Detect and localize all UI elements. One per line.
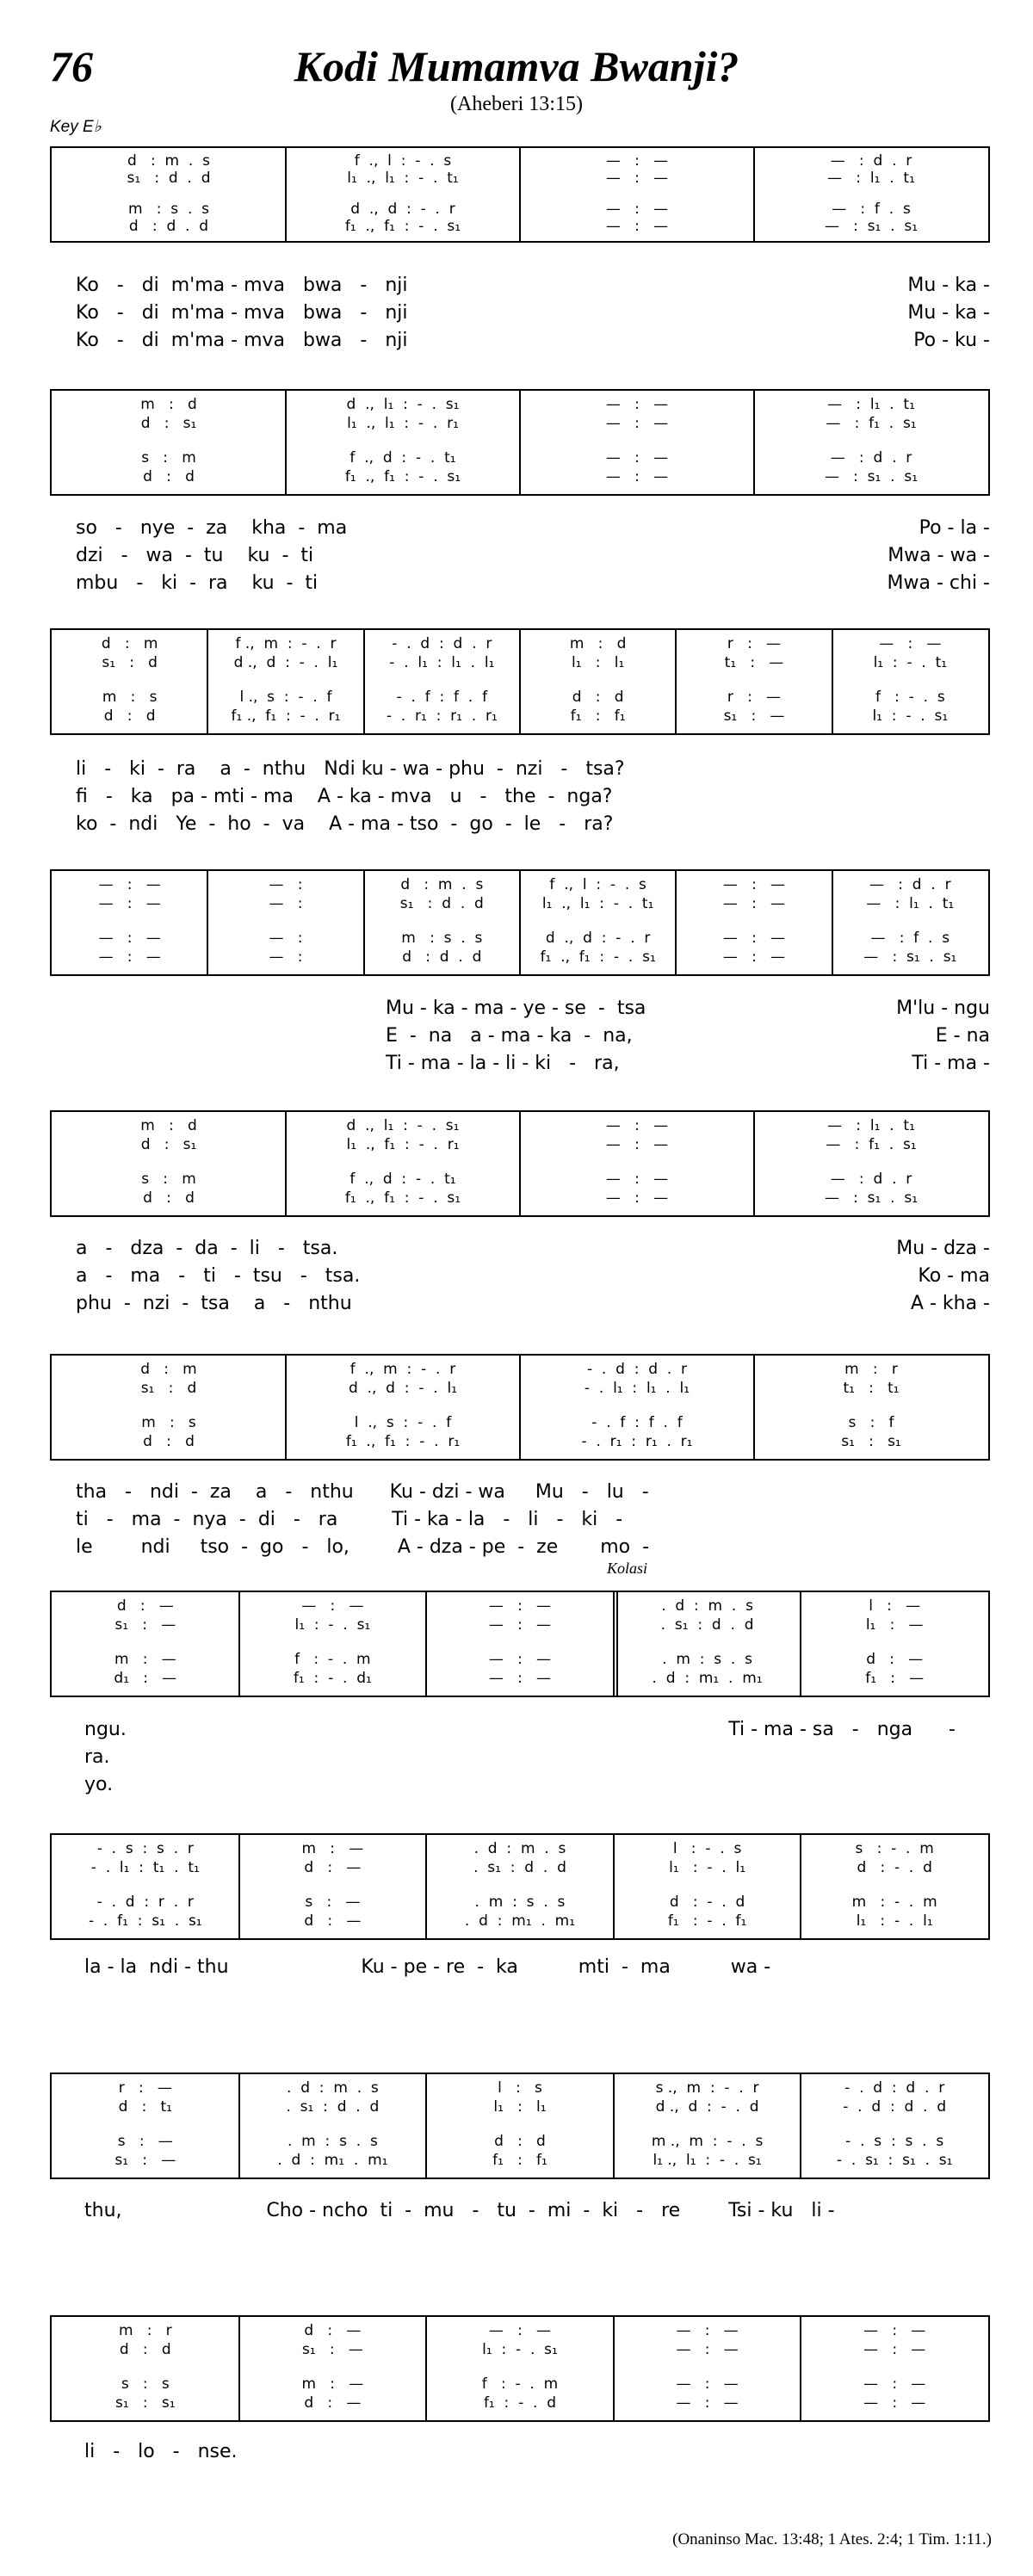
note-cell: d : d [572, 688, 624, 706]
lyric-line: mbu - ki - ra ku - ti [76, 572, 319, 594]
note-cell: l₁ ., l₁ : - . t₁ [541, 894, 654, 912]
note-cell: — : l₁ . t₁ [827, 1116, 915, 1134]
lyric-line: a - ma - ti - tsu - tsa. [76, 1265, 361, 1287]
lyric-line: ngu. [84, 1719, 127, 1740]
note-cell: d : m . s [127, 152, 210, 170]
hymn-number: 76 [50, 42, 93, 90]
lyric-line: Ti - ma - la - li - ki - ra, [386, 1053, 620, 1074]
note-cell: — : f₁ . s₁ [826, 1135, 917, 1153]
note-cell: f ., d : - . t₁ [349, 448, 456, 466]
note-cell: d ., d : - . l₁ [233, 653, 338, 671]
note-cell: d : — [304, 1858, 362, 1876]
note-cell: — : — [722, 929, 786, 947]
note-cell: f ., l : - . s [549, 875, 646, 893]
note-cell: . m : s . s [474, 1893, 566, 1911]
note-cell: — : — [676, 2394, 739, 2412]
note-cell: — : — [605, 152, 669, 170]
note-cell: — : — [863, 2340, 926, 2358]
note-cell: . d : m₁ . m₁ [464, 1912, 576, 1930]
note-cell: — : — [488, 1650, 552, 1668]
note-cell: s ., m : - . r [655, 2079, 759, 2097]
lyric-line: le ndi tso - go - lo, A - dza - pe - ze mo - [76, 1536, 650, 1558]
note-cell: f : - . s [875, 688, 945, 706]
note-cell: s₁ : d . d [127, 170, 211, 187]
note-cell: r : — [118, 2079, 172, 2097]
note-cell: s₁ : d . d [399, 894, 484, 912]
music-system [50, 2315, 990, 2422]
lyric-line-right: Po - ku - [913, 330, 990, 351]
note-cell: f₁ : - . d [483, 2394, 557, 2412]
note-cell: l₁ : - . s₁ [294, 1615, 371, 1634]
note-cell: s : m [141, 1170, 196, 1188]
note-cell: l : s [498, 2079, 542, 2097]
note-cell: — : l₁ . t₁ [866, 894, 955, 912]
lyric-line: la - la ndi - thu Ku - pe - re - ka mti - ma wa - [84, 1956, 771, 1978]
note-cell: — : — [676, 2321, 739, 2339]
note-cell: - . d : d . r [844, 2079, 945, 2097]
note-cell: l : — [869, 1597, 921, 1615]
note-cell: d ., d : - . r [545, 929, 651, 947]
note-cell: d : d . d [402, 948, 482, 967]
note-cell: l ., s : - . f [354, 1413, 452, 1431]
note-cell: . d : m . s [661, 1597, 753, 1615]
note-cell: f₁ : f₁ [570, 707, 626, 726]
note-cell: d : s₁ [140, 414, 197, 432]
note-cell: f₁ : - . f₁ [667, 1912, 747, 1930]
lyric-line: Ko - di m'ma - mva bwa - nji [76, 330, 408, 351]
note-cell: - . f₁ : s₁ . s₁ [88, 1912, 202, 1930]
note-cell: d ., d : - . d [655, 2097, 759, 2116]
note-cell: . m : s . s [662, 1650, 753, 1668]
related-references: (Onaninso Mac. 13:48; 1 Ates. 2:4; 1 Tim. 1:11.) [672, 2530, 992, 2548]
note-cell: - . d : r . r [96, 1893, 194, 1911]
note-cell: f₁ ., f₁ : - . s₁ [344, 218, 461, 235]
note-cell: . d : m . s [473, 1839, 566, 1857]
lyric-line-right: Ko - ma [918, 1265, 990, 1287]
note-cell: f₁ : - . d₁ [293, 1670, 372, 1688]
note-cell: - . s : s . s [845, 2132, 944, 2150]
note-cell: l₁ : - . s₁ [482, 2340, 558, 2358]
note-cell: f₁ ., f₁ : - . r₁ [345, 1433, 461, 1451]
note-cell: . m : s . s [287, 2132, 378, 2150]
note-cell: d ., d : - . r [350, 201, 455, 218]
note-cell: — : — [605, 1189, 669, 1208]
music-system [50, 628, 990, 735]
note-cell: s₁ : d [102, 653, 158, 671]
note-cell: l : - . s [672, 1839, 742, 1857]
note-cell: l₁ ., l₁ : - . t₁ [347, 170, 459, 187]
note-cell: — : d . r [830, 152, 912, 170]
lyric-line-right: Mwa - wa - [888, 545, 990, 566]
note-cell: — : — [488, 1597, 552, 1615]
note-cell: — : — [605, 1170, 669, 1188]
note-cell: — : l₁ . t₁ [827, 170, 915, 187]
note-cell: d : t₁ [118, 2097, 172, 2116]
note-cell: m : s . s [401, 929, 483, 947]
note-cell: m : d [140, 395, 197, 413]
note-cell: — : [269, 875, 303, 893]
note-cell: — : s₁ . s₁ [863, 948, 957, 967]
note-cell: . d : m . s [287, 2079, 379, 2097]
note-cell: f : - . m [481, 2375, 559, 2393]
note-cell: — : — [879, 634, 942, 652]
note-cell: l₁ ., l₁ : - . s₁ [653, 2152, 762, 2170]
note-cell: - . d : d . r [586, 1360, 688, 1378]
note-cell: — : [269, 929, 303, 947]
note-cell: — : — [722, 948, 786, 967]
note-cell: — : s₁ . s₁ [824, 468, 919, 486]
note-cell: m : — [301, 2375, 364, 2393]
music-system [50, 389, 990, 496]
note-cell: . d : m₁ . m₁ [652, 1670, 763, 1688]
note-cell: f₁ ., f₁ : - . r₁ [231, 707, 341, 726]
note-cell: d ., l₁ : - . s₁ [346, 1116, 460, 1134]
lyric-line-right: Mwa - chi - [887, 572, 990, 594]
note-cell: m : — [301, 1839, 364, 1857]
note-cell: - . f : f . f [591, 1413, 683, 1431]
music-system [50, 1110, 990, 1217]
note-cell: — : [269, 948, 303, 967]
note-cell: — : d . r [869, 875, 951, 893]
lyric-line: ra. [84, 1746, 110, 1768]
note-cell: d : - . d [669, 1893, 745, 1911]
lyric-line: thu, Cho - ncho ti - mu - tu - mi - ki - re Tsi - ku li - [84, 2200, 835, 2221]
note-cell: s₁ : s₁ [115, 2394, 176, 2412]
note-cell: s₁ : — [114, 1615, 176, 1634]
lyric-line: phu - nzi - tsa a - nthu [76, 1293, 352, 1314]
music-system [50, 146, 990, 243]
note-cell: l₁ : - . t₁ [873, 653, 948, 671]
note-cell: l ., s : - . f [239, 688, 332, 706]
note-cell: — : d . r [830, 1170, 912, 1188]
lyric-line-right: M'lu - ngu [896, 998, 990, 1019]
key-signature: Key E♭ [50, 118, 102, 136]
note-cell: f₁ ., f₁ : - . s₁ [344, 468, 461, 486]
note-cell: m ., m : - . s [651, 2132, 764, 2150]
note-cell: l₁ : l₁ [572, 653, 625, 671]
note-cell: — : — [98, 929, 161, 947]
note-cell: d : d [143, 468, 195, 486]
note-cell: d : — [866, 1650, 924, 1668]
music-system [50, 869, 990, 976]
note-cell: f₁ ., f₁ : - . s₁ [344, 1189, 461, 1208]
lyric-line-right: Mu - ka - [907, 275, 990, 296]
music-system [50, 1354, 990, 1461]
note-cell: — : — [98, 894, 161, 912]
note-cell: — : f . s [832, 201, 911, 218]
lyric-line: ti - ma - nya - di - ra Ti - ka - la - li - ki - [76, 1509, 623, 1530]
note-cell: — : f . s [870, 929, 950, 947]
note-cell: — : — [605, 448, 669, 466]
note-cell: l₁ : l₁ [493, 2097, 547, 2116]
note-cell: t₁ : t₁ [843, 1379, 900, 1397]
note-cell: — : — [605, 395, 669, 413]
note-cell: — : — [605, 170, 669, 187]
note-cell: l₁ : - . l₁ [669, 1858, 746, 1876]
note-cell: — : — [488, 1670, 552, 1688]
note-cell: r : — [727, 634, 782, 652]
lyric-line-right: E - na [935, 1025, 990, 1047]
note-cell: l₁ : - . l₁ [856, 1912, 933, 1930]
note-cell: — : — [676, 2375, 739, 2393]
music-system [50, 1833, 990, 1940]
lyric-line-right: Po - la - [919, 517, 990, 539]
note-cell: d : d [119, 2340, 171, 2358]
note-cell: f ., m : - . r [235, 634, 337, 652]
music-system [50, 2073, 990, 2179]
lyric-line: so - nye - za kha - ma [76, 517, 348, 539]
note-cell: d : d [143, 1433, 195, 1451]
note-cell: s₁ : — [114, 2152, 176, 2170]
note-cell: — : — [98, 875, 161, 893]
note-cell: s₁ : — [301, 2340, 363, 2358]
note-cell: — : s₁ . s₁ [824, 218, 919, 235]
note-cell: d ., l₁ : - . s₁ [346, 395, 460, 413]
note-cell: — : — [722, 894, 786, 912]
note-cell: d : m [101, 634, 158, 652]
note-cell: f₁ ., f₁ : - . s₁ [540, 948, 656, 967]
scripture-reference: (Aheberi 13:15) [450, 93, 583, 115]
note-cell: d : d . d [128, 218, 209, 235]
lyric-line-right: A - kha - [910, 1293, 990, 1314]
note-cell: — : — [676, 2340, 739, 2358]
hymn-title: Kodi Mumamva Bwanji? [294, 42, 739, 90]
lyric-line: dzi - wa - tu ku - ti [76, 545, 314, 566]
note-cell: — : — [605, 201, 669, 218]
note-cell: m : - . m [851, 1893, 937, 1911]
note-cell: f ., m : - . r [349, 1360, 456, 1378]
note-cell: s₁ : — [723, 707, 785, 726]
note-cell: - . f : f . f [396, 688, 488, 706]
note-cell: — : — [605, 1116, 669, 1134]
lyric-line: Ko - di m'ma - mva bwa - nji [76, 275, 408, 296]
lyric-line-right: Mu - ka - [907, 302, 990, 324]
note-cell: s₁ : d [140, 1379, 197, 1397]
note-cell: d₁ : — [114, 1670, 177, 1688]
note-cell: m : d [140, 1116, 197, 1134]
note-cell: m : d [569, 634, 627, 652]
note-cell: l₁ : — [865, 1615, 924, 1634]
lyric-line-right: Mu - dza - [896, 1238, 990, 1259]
note-cell: . d : m₁ . m₁ [277, 2152, 388, 2170]
lyric-line: Mu - ka - ma - ye - se - tsa [386, 998, 646, 1019]
note-cell: l₁ ., l₁ : - . r₁ [347, 414, 459, 432]
note-cell: — : s₁ . s₁ [824, 1189, 919, 1208]
note-cell: d : m [140, 1360, 197, 1378]
note-cell: - . l₁ : l₁ . l₁ [389, 653, 495, 671]
note-cell: . s₁ : d . d [473, 1858, 566, 1876]
note-cell: d : — [116, 1597, 174, 1615]
note-cell: m : — [114, 1650, 176, 1668]
note-cell: f₁ : — [865, 1670, 925, 1688]
note-cell: d : s₁ [140, 1135, 197, 1153]
note-cell: s : — [305, 1893, 361, 1911]
note-cell: - . r₁ : r₁ . r₁ [581, 1433, 693, 1451]
note-cell: — : — [605, 1135, 669, 1153]
note-cell: s : - . m [855, 1839, 934, 1857]
note-cell: s : f [848, 1413, 894, 1431]
note-cell: — : — [863, 2321, 926, 2339]
note-cell: f : - . m [294, 1650, 371, 1668]
note-cell: — : — [488, 1615, 552, 1634]
note-cell: - . s : s . r [96, 1839, 194, 1857]
note-cell: r : — [727, 688, 782, 706]
lyric-line: fi - ka pa - mti - ma A - ka - mva u - the - nga? [76, 786, 613, 807]
note-cell: f ., l : - . s [354, 152, 452, 170]
note-cell: — : — [301, 1597, 364, 1615]
music-system [50, 1591, 990, 1697]
note-cell: t₁ : — [724, 653, 784, 671]
note-cell: l₁ ., f₁ : - . r₁ [346, 1135, 460, 1153]
note-cell: — : — [722, 875, 786, 893]
note-cell: — : l₁ . t₁ [827, 395, 915, 413]
note-cell: — : [269, 894, 303, 912]
note-cell: — : — [488, 2321, 552, 2339]
note-cell: — : — [863, 2375, 926, 2393]
note-cell: d : - . d [857, 1858, 932, 1876]
lyric-line-right: Ti - ma - sa - nga - [728, 1719, 956, 1740]
lyric-line: tha - ndi - za a - nthu Ku - dzi - wa Mu - lu - [76, 1481, 649, 1503]
note-cell: - . l₁ : t₁ . t₁ [90, 1858, 200, 1876]
note-cell: m : s [102, 688, 158, 706]
note-cell: - . l₁ : l₁ . l₁ [584, 1379, 690, 1397]
note-cell: m : r [118, 2321, 172, 2339]
note-cell: f ., d : - . t₁ [349, 1170, 456, 1188]
lyric-line-right: Ti - ma - [912, 1053, 990, 1074]
lyric-line: E - na a - ma - ka - na, [386, 1025, 633, 1047]
lyric-line: li - lo - nse. [84, 2441, 238, 2462]
note-cell: - . d : d . d [843, 2097, 947, 2116]
note-cell: d : d [103, 707, 156, 726]
chorus-label: Kolasi [607, 1560, 648, 1577]
note-cell: s : m [141, 448, 196, 466]
note-cell: — : — [863, 2394, 926, 2412]
note-cell: l₁ : - . s₁ [872, 707, 949, 726]
lyric-line: li - ki - ra a - nthu Ndi ku - wa - phu - nzi - tsa? [76, 758, 625, 780]
note-cell: . s₁ : d . d [660, 1615, 754, 1634]
lyric-line: a - dza - da - li - tsa. [76, 1238, 338, 1259]
note-cell: m : s . s [127, 201, 210, 218]
note-cell: m : r [844, 1360, 898, 1378]
note-cell: d : — [304, 2394, 362, 2412]
note-cell: — : — [98, 948, 161, 967]
note-cell: f₁ : f₁ [492, 2152, 547, 2170]
lyric-line: ko - ndi Ye - ho - va A - ma - tso - go - le - ra? [76, 813, 614, 835]
note-cell: — : — [605, 468, 669, 486]
note-cell: - . s₁ : s₁ . s₁ [836, 2152, 953, 2170]
lyric-line: yo. [84, 1774, 114, 1795]
note-cell: . s₁ : d . d [286, 2097, 380, 2116]
note-cell: — : — [605, 218, 669, 235]
note-cell: m : s [141, 1413, 196, 1431]
note-cell: - . r₁ : r₁ . r₁ [386, 707, 498, 726]
note-cell: d : d [494, 2132, 546, 2150]
note-cell: — : d . r [830, 448, 912, 466]
note-cell: d : — [304, 2321, 362, 2339]
lyric-line: Ko - di m'ma - mva bwa - nji [76, 302, 408, 324]
note-cell: d : m . s [400, 875, 484, 893]
note-cell: - . d : d . r [392, 634, 492, 652]
note-cell: — : — [605, 414, 669, 432]
note-cell: d ., d : - . l₁ [348, 1379, 458, 1397]
note-cell: s₁ : s₁ [841, 1433, 901, 1451]
note-cell: d : d [143, 1189, 195, 1208]
note-cell: s : — [117, 2132, 173, 2150]
note-cell: s : s [121, 2375, 170, 2393]
note-cell: d : — [304, 1912, 362, 1930]
note-cell: — : f₁ . s₁ [826, 414, 917, 432]
